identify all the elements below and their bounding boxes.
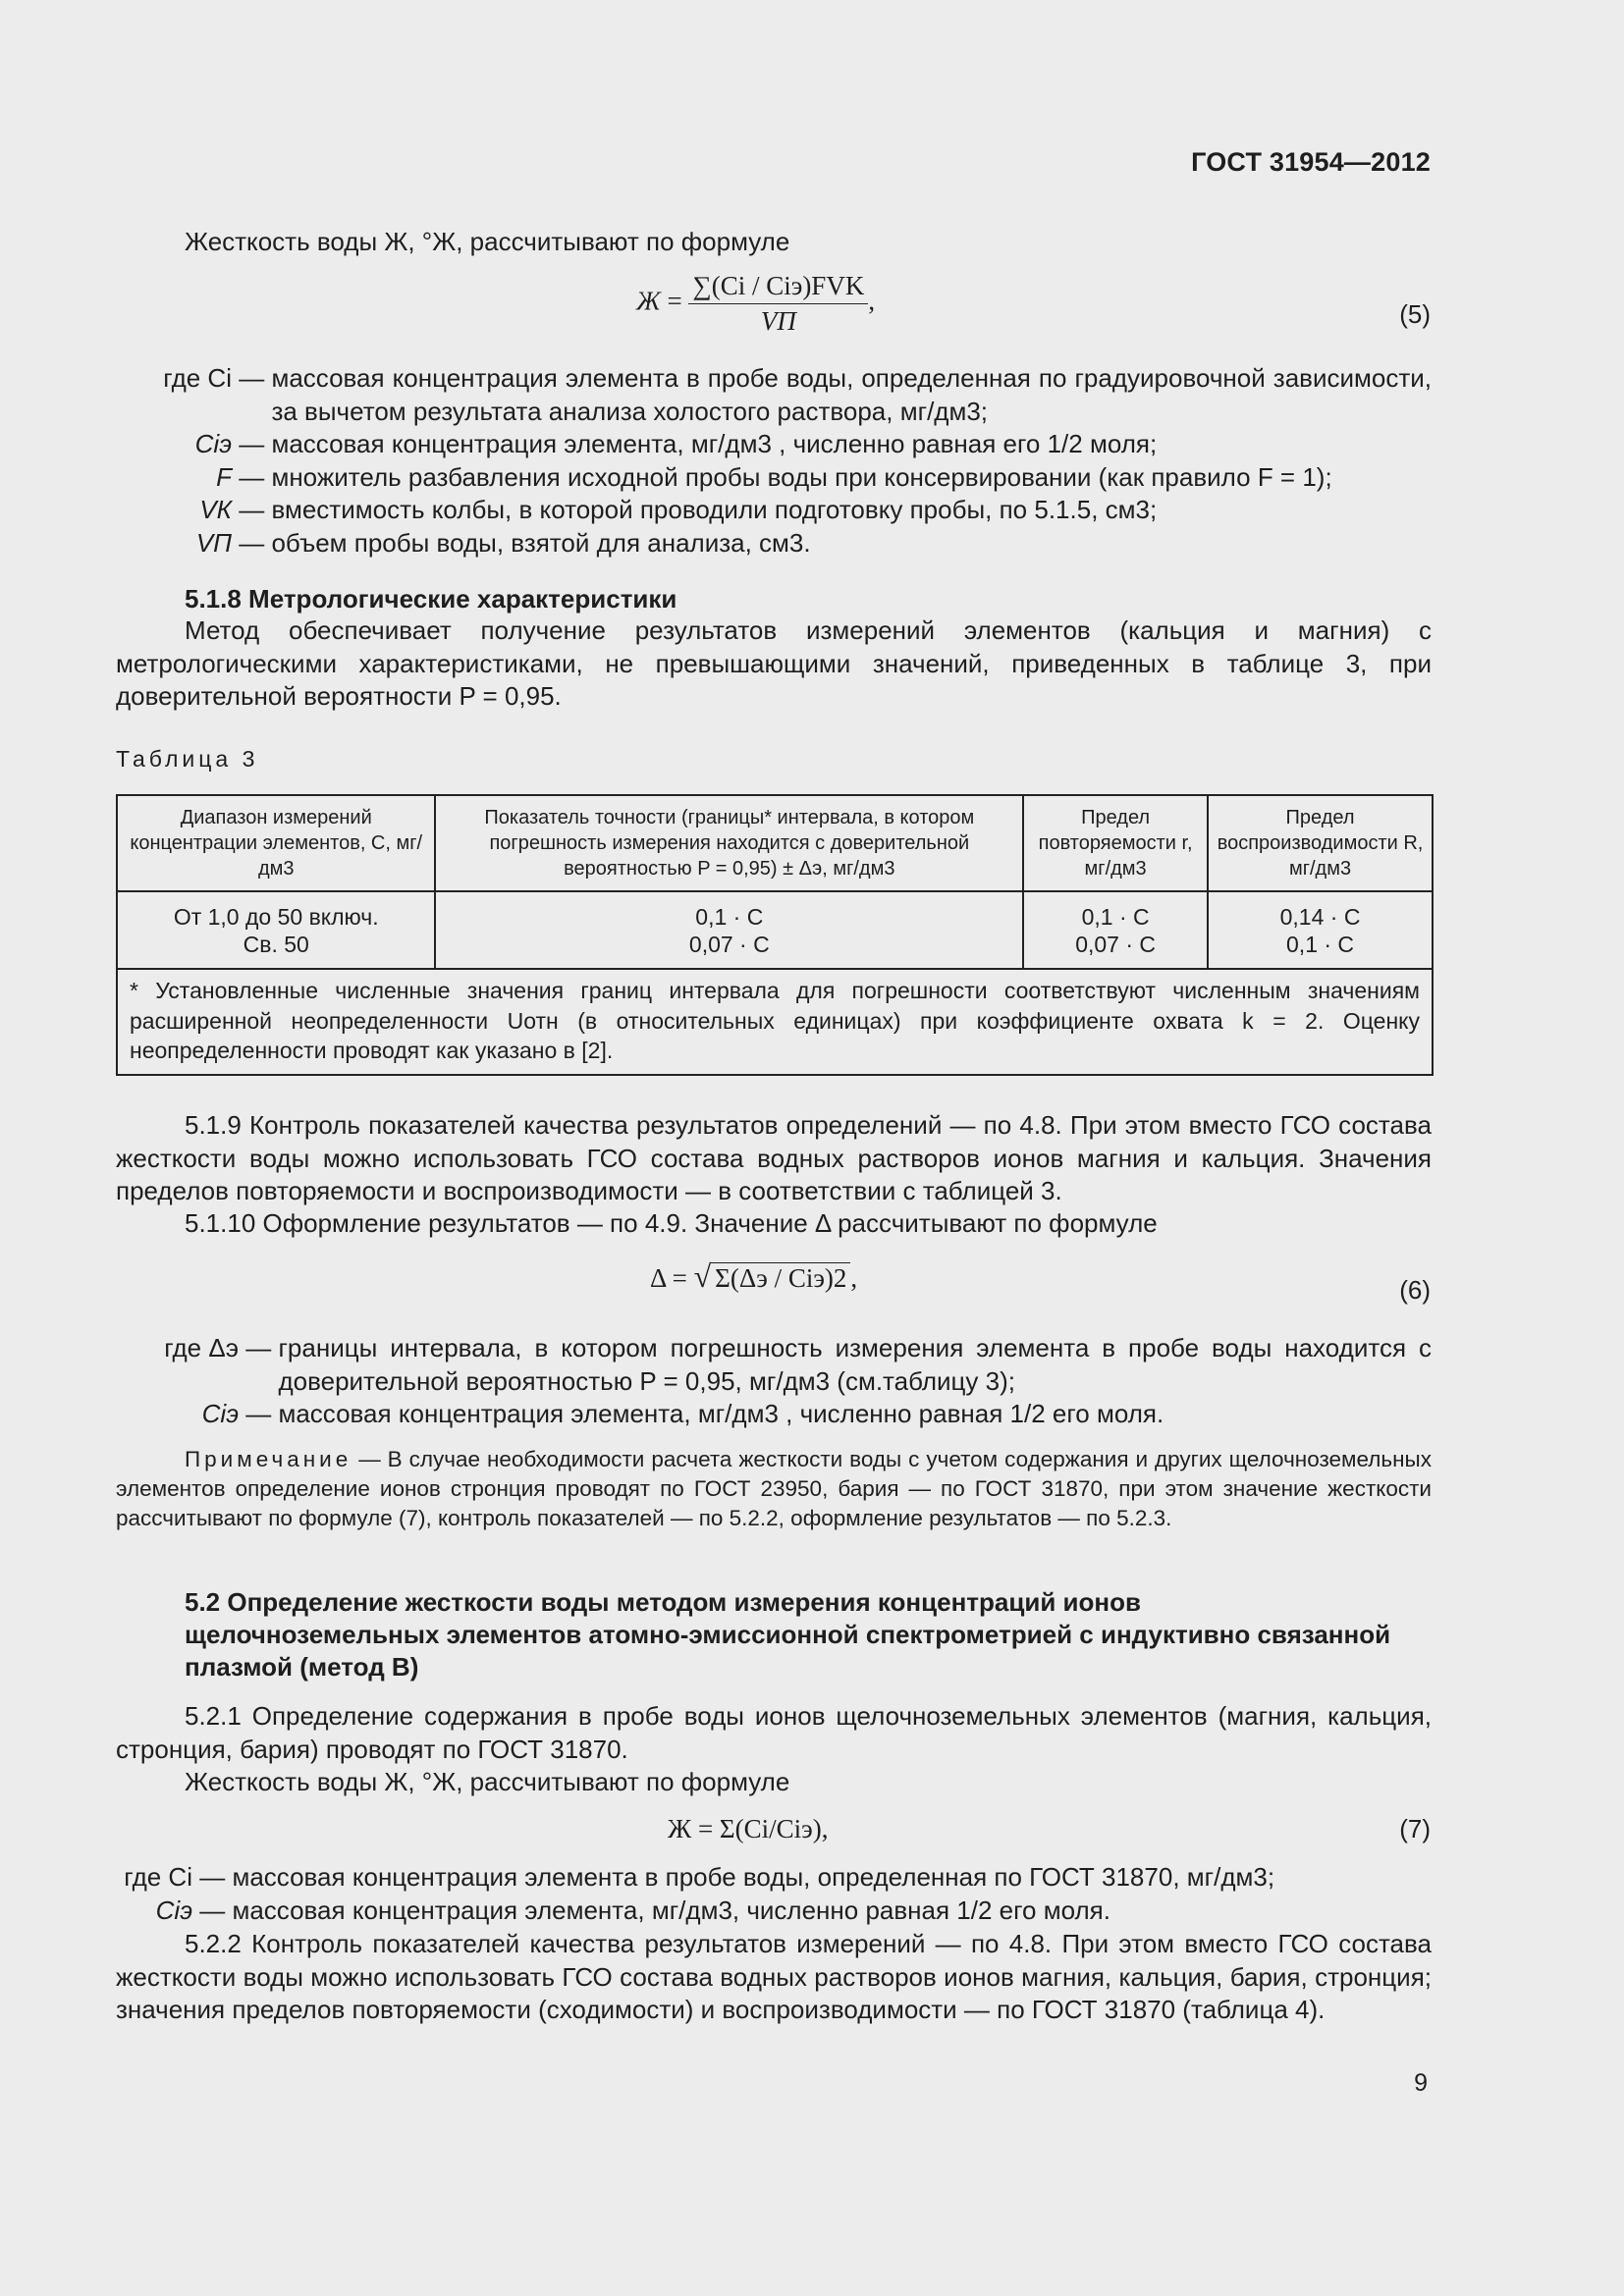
definition-symbol: где Δэ: [164, 1333, 239, 1362]
definition-text: границы интервала, в котором погрешность измерения элемента в пробе воды находится с доверительной вероятностью P = 0,95, мг/дм3 (см.таблицу 3);: [278, 1333, 1432, 1396]
table-cell-accuracy: 0,1 · C 0,07 · C: [435, 891, 1023, 969]
definition-text: массовая концентрация элемента, мг/дм3 , численно равная его 1/2 моля;: [271, 429, 1158, 458]
definition-symbol: F: [216, 461, 232, 492]
section-5-2-1-text: 5.2.1 Определение содержания в пробе воды ионов щелочноземельных элементов (магния, кальция, стронция, бария) проводят по ГОСТ 31870.: [116, 1701, 1432, 1764]
note-block: [116, 1445, 1432, 1533]
table-footnote-row: [117, 969, 1433, 1075]
formula-7-definitions: [116, 1861, 1432, 1927]
section-5-1-8-text: Метод обеспечивает получение результатов измерений элементов (кальция и магния) с метрологическими характеристиками, не превышающими значений, приведенных в таблице 3, при доверительной вероятности P = 0,95.: [116, 615, 1432, 711]
table-cell-repeatability: 0,1 · C 0,07 · C: [1023, 891, 1208, 969]
formula-6-number: (6): [1399, 1275, 1431, 1305]
definition-text: вместимость колбы, в которой проводили подготовку пробы, по 5.1.5, см3;: [271, 495, 1158, 524]
table-cell-range: От 1,0 до 50 включ. Св. 50: [117, 891, 435, 969]
note-text: — В случае необходимости расчета жесткости воды с учетом содержания и других щелочноземельных элементов определение ионов стронция проводят по ГОСТ 23950, бария — по ГОСТ 31870, при этом значение жесткости рассчитывают по формуле (7), контроль показателей — по 5.2.2, оформление результатов — по 5.2.3.: [116, 1447, 1432, 1530]
formula-6-definitions: [116, 1332, 1432, 1431]
formula-5-numerator: ∑(Ci / Ciэ)FVK: [688, 271, 868, 304]
formula-6-lhs: Δ: [650, 1263, 666, 1293]
table-3: [116, 794, 1434, 1076]
formula-7-number: (7): [1399, 1814, 1431, 1843]
formula-5-number: (5): [1399, 299, 1431, 329]
formula-6-tail: ,: [850, 1263, 858, 1293]
page-number: 9: [1414, 2069, 1428, 2097]
formula-5: Ж = $\frac{\text{∑(Ci / Ciэ)FVK}}{VП}$ ,: [636, 271, 876, 336]
definition-symbol: VК: [199, 495, 232, 524]
definition-row: Ciэ — массовая концентрация элемента, мг/дм3, численно равная 1/2 его моля.: [116, 1895, 1432, 1928]
formula-6-eq: =: [672, 1263, 687, 1293]
section-5-1-9-text: 5.1.9 Контроль показателей качества результатов определений — по 4.8. При этом вместо ГСО состава жесткости воды можно использовать ГСО состава водных растворов ионов магния и кальция. Значения пределов повторяемости и воспроизводимости — в соответствии с таблицей 3.: [116, 1110, 1432, 1205]
section-5-2-1-formula-intro: Жесткость воды Ж, °Ж, рассчитывают по формуле: [185, 1767, 790, 1796]
formula-7: Ж = Σ(Ci/Ciэ),: [668, 1814, 829, 1843]
definition-text: массовая концентрация элемента, мг/дм3, численно равная 1/2 его моля.: [232, 1895, 1110, 1925]
definition-row: где Ci — массовая концентрация элемента в пробе воды, определенная по градуировочной зависимости, за вычетом результата анализа холостого раствора, мг/дм3;: [116, 362, 1432, 428]
definition-symbol: Ciэ: [194, 429, 232, 458]
formula-5-fraction: [688, 271, 868, 337]
table-3-caption: Таблица 3: [116, 746, 259, 772]
table-header-repeatability: Предел повторяемости r, мг/дм3: [1023, 795, 1208, 891]
definition-row: где Ci — массовая концентрация элемента в пробе воды, определенная по ГОСТ 31870, мг/дм3;: [116, 1861, 1432, 1895]
document-code: ГОСТ 31954—2012: [1191, 147, 1431, 177]
definition-text: множитель разбавления исходной пробы воды при консервировании (как правило F = 1);: [271, 461, 1332, 492]
definition-symbol: где Ci: [163, 363, 232, 393]
definition-text: массовая концентрация элемента в пробе воды, определенная по ГОСТ 31870, мг/дм3;: [232, 1862, 1275, 1892]
section-5-1-10-text: 5.1.10 Оформление результатов — по 4.9. Значение Δ рассчитывают по формуле: [185, 1208, 1158, 1238]
definition-text: объем пробы воды, взятой для анализа, см3.: [271, 527, 811, 558]
table-header-accuracy: Показатель точности (границы* интервала, в котором погрешность измерения находится с доверительной вероятностью P = 0,95) ± Δэ, мг/дм3: [435, 795, 1023, 891]
formula-5-eq: =: [667, 286, 682, 316]
definition-row: где Δэ — границы интервала, в котором погрешность измерения элемента в пробе воды находится с доверительной вероятностью P = 0,95, мг/дм3 (см.таблицу 3);: [116, 1332, 1432, 1398]
note-label: Примечание: [185, 1447, 352, 1471]
section-5-1-8-heading: 5.1.8 Метрологические характеристики: [185, 584, 677, 614]
definition-row: VП — объем пробы воды, взятой для анализа, см3.: [116, 527, 1432, 561]
section-5-2-heading: 5.2 Определение жесткости воды методом измерения концентраций ионов щелочноземельных элементов атомно-эмиссионной спектрометрией с индуктивно связанной плазмой (метод В): [185, 1587, 1391, 1682]
formula-6-radicand: Σ(Δэ / Ciэ)2: [711, 1262, 850, 1294]
definition-text: массовая концентрация элемента в пробе воды, определенная по градуировочной зависимости, за вычетом результата анализа холостого раствора, мг/дм3;: [271, 363, 1432, 426]
definition-row: VК — вместимость колбы, в которой проводили подготовку пробы, по 5.1.5, см3;: [116, 494, 1432, 527]
definition-row: Ciэ — массовая концентрация элемента, мг/дм3 , численно равная 1/2 его моля.: [116, 1398, 1432, 1431]
definition-row: Ciэ — массовая концентрация элемента, мг/дм3 , численно равная его 1/2 моля;: [116, 428, 1432, 461]
section-5-2-2-text: 5.2.2 Контроль показателей качества результатов измерений — по 4.8. При этом вместо ГСО состава жесткости воды можно использовать ГСО состава водных растворов ионов магния, кальция, бария, стронция; значения пределов повторяемости (сходимости) и воспроизводимости — по ГОСТ 31870 (таблица 4).: [116, 1929, 1432, 2024]
table-header-row: [117, 795, 1433, 891]
table-cell-reproducibility: 0,14 · C 0,1 · C: [1208, 891, 1433, 969]
formula-5-lhs: Ж: [636, 286, 661, 316]
definition-row: F — множитель разбавления исходной пробы воды при консервировании (как правило F = 1);: [116, 461, 1432, 495]
table-footnote: * Установленные численные значения границ интервала для погрешности соответствуют численным значениям расширенной неопределенности Uотн (в относительных единицах) при коэффициенте охвата k = 2. Оценку неопределенности проводят как указано в [2].: [117, 969, 1433, 1075]
definition-symbol: где Ci: [124, 1862, 192, 1892]
table-header-reproducibility: Предел воспроизводимости R, мг/дм3: [1208, 795, 1433, 891]
formula-5-definitions: [116, 362, 1432, 560]
table-data-row: [117, 891, 1433, 969]
table-header-range: Диапазон измерений концентрации элементов, C, мг/дм3: [117, 795, 435, 891]
formula-intro-text: Жесткость воды Ж, °Ж, рассчитывают по формуле: [185, 227, 790, 256]
definition-symbol: VП: [195, 527, 232, 558]
definition-symbol: Ciэ: [155, 1895, 192, 1925]
formula-6: Δ = √ Σ(Δэ / Ciэ)2 ,: [650, 1258, 858, 1294]
definition-text: массовая концентрация элемента, мг/дм3 , численно равная 1/2 его моля.: [278, 1399, 1164, 1428]
definition-symbol: Ciэ: [201, 1399, 239, 1428]
formula-5-denominator: VП: [760, 306, 796, 336]
